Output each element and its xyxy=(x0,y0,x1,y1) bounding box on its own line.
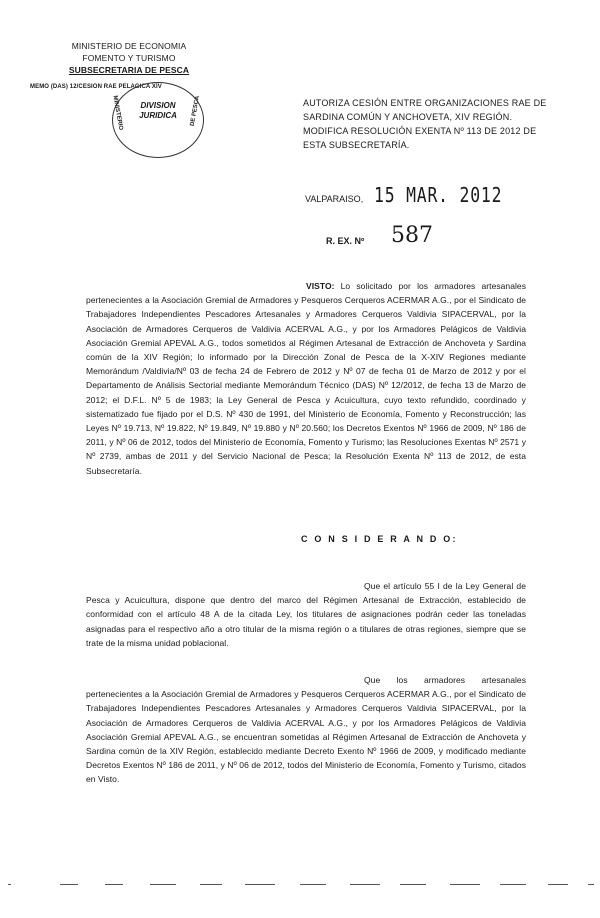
document-reference: AUTORIZA CESIÓN ENTRE ORGANIZACIONES RAE DE SARDINA COMÚN Y ANCHOVETA, XIV REGIÓN. MODIFICA RESOLUCIÓN EXENTA Nº 113 DE 2012 DE ESTA SUBSECRETARÍA. xyxy=(303,98,547,150)
stamp-right-text: DE PESCA xyxy=(189,95,201,127)
place-label: VALPARAISO, xyxy=(305,194,364,204)
stamp-left-text: MINISTERIO xyxy=(111,95,124,131)
visto-paragraph xyxy=(86,279,526,478)
resolution-number: 587 xyxy=(391,223,433,248)
considerando-2-text: Que los armadores artesanales pertenecientes a la Asociación Gremial de Armadores y Pesqueros Cerqueros ACERMAR A.G., por el Sindicato de Trabajadores Independientes Pescadores Artesanales y Armadores Cerqueros Valdivia SIPACERVAL, por la Asociación de Armadores Cerqueros de Valdivia ACERVAL A.G., y por los Armadores Pelágicos de Valdivia Asociación Gremial APEVAL A.G., se encuentran sometidas al Régimen Artesanal de Extracción de Anchoveta y Sardina común de la XIV Región, establecido mediante Decreto Exento Nº 1966 de 2009, y modificado mediante Decretos Exentos Nº 186 de 2011, y Nº 06 de 2012, todos del Ministerio de Economía, Fomento y Turismo, citados en Visto. xyxy=(86,675,526,785)
document-date: 15 MAR. 2012 xyxy=(374,183,503,207)
considerando-paragraph-1 xyxy=(86,579,526,650)
ministry-name: MINISTERIO DE ECONOMIA xyxy=(71,41,187,51)
considerando-heading: C O N S I D E R A N D O: xyxy=(301,534,458,544)
scan-edge-marks xyxy=(0,880,600,890)
considerando-paragraph-2 xyxy=(86,673,526,787)
resolution-label: R. EX. Nº xyxy=(326,236,365,246)
stamp-title: DIVISION JURIDICA xyxy=(139,101,177,120)
memo-reference: MEMO (DAS) 12/CESION RAE PELAGICA XIV xyxy=(30,84,162,90)
considerando-1-text: Que el artículo 55 I de la Ley General de Pesca y Acuicultura, dispone que dentro del marco del Régimen Artesanal de Extracción, establecido de conformidad con el artículo 48 A de la citada Ley, los titulares de asignaciones podrán ceder las toneladas asignadas para el respectivo año a otro titular de la misma región o a titulares de otras regiones, siempre que se trate de la misma unidad poblacional. xyxy=(86,581,526,648)
ministry-header xyxy=(54,40,204,76)
subsecretaria-name: SUBSECRETARIA DE PESCA xyxy=(68,65,190,75)
visto-text: Lo solicitado por los armadores artesanales pertenecientes a la Asociación Gremial de Armadores y Pesqueros Cerqueros ACERMAR A.G., por el Sindicato de Trabajadores Independientes Pescadores Artesanales y Armadores Cerqueros Valdivia SIPACERVAL, por la Asociación de Armadores Cerqueros de Valdivia ACERVAL A.G., y por los Armadores Pelágicos de Valdivia Asociación Gremial APEVAL A.G., todos sometidos al Régimen Artesanal de Extracción de Anchoveta y Sardina común de la XIV Región; lo informado por la Dirección Zonal de Pesca de la X-XIV Regiones mediante Memorándum /Valdivia/Nº 03 de fecha 24 de Febrero de 2012 y Nº 07 de fecha 01 de Marzo de 2012 y por el Departamento de Análisis Sectorial mediante Memorándum Técnico (DAS) Nº 12/2012, de fecha 13 de Marzo de 2012; el D.F.L. Nº 5 de 1983; la Ley General de Pesca y Acuicultura, cuyo texto refundido, coordinado y sistematizado fue fijado por el D.S. Nº 430 de 1991, del Ministerio de Economía, Fomento y Reconstrucción; las Leyes Nº 19.713, Nº 19.822, Nº 19.849, Nº 19.880 y Nº 20.560; los Decretos Exentos Nº 1966 de 2009, Nº 186 de 2011, y Nº 06 de 2012, todos del Ministerio de Economía, Fomento y Turismo; las Resoluciones Exentas Nº 2571 y Nº 2739, ambas de 2011 y del Servicio Nacional de Pesca; la Resolución Exenta Nº 113 de 2012, de esta Subsecretaría. xyxy=(86,281,526,476)
ministry-subtitle: FOMENTO Y TURISMO xyxy=(82,53,176,63)
visto-label: VISTO: xyxy=(306,281,335,291)
